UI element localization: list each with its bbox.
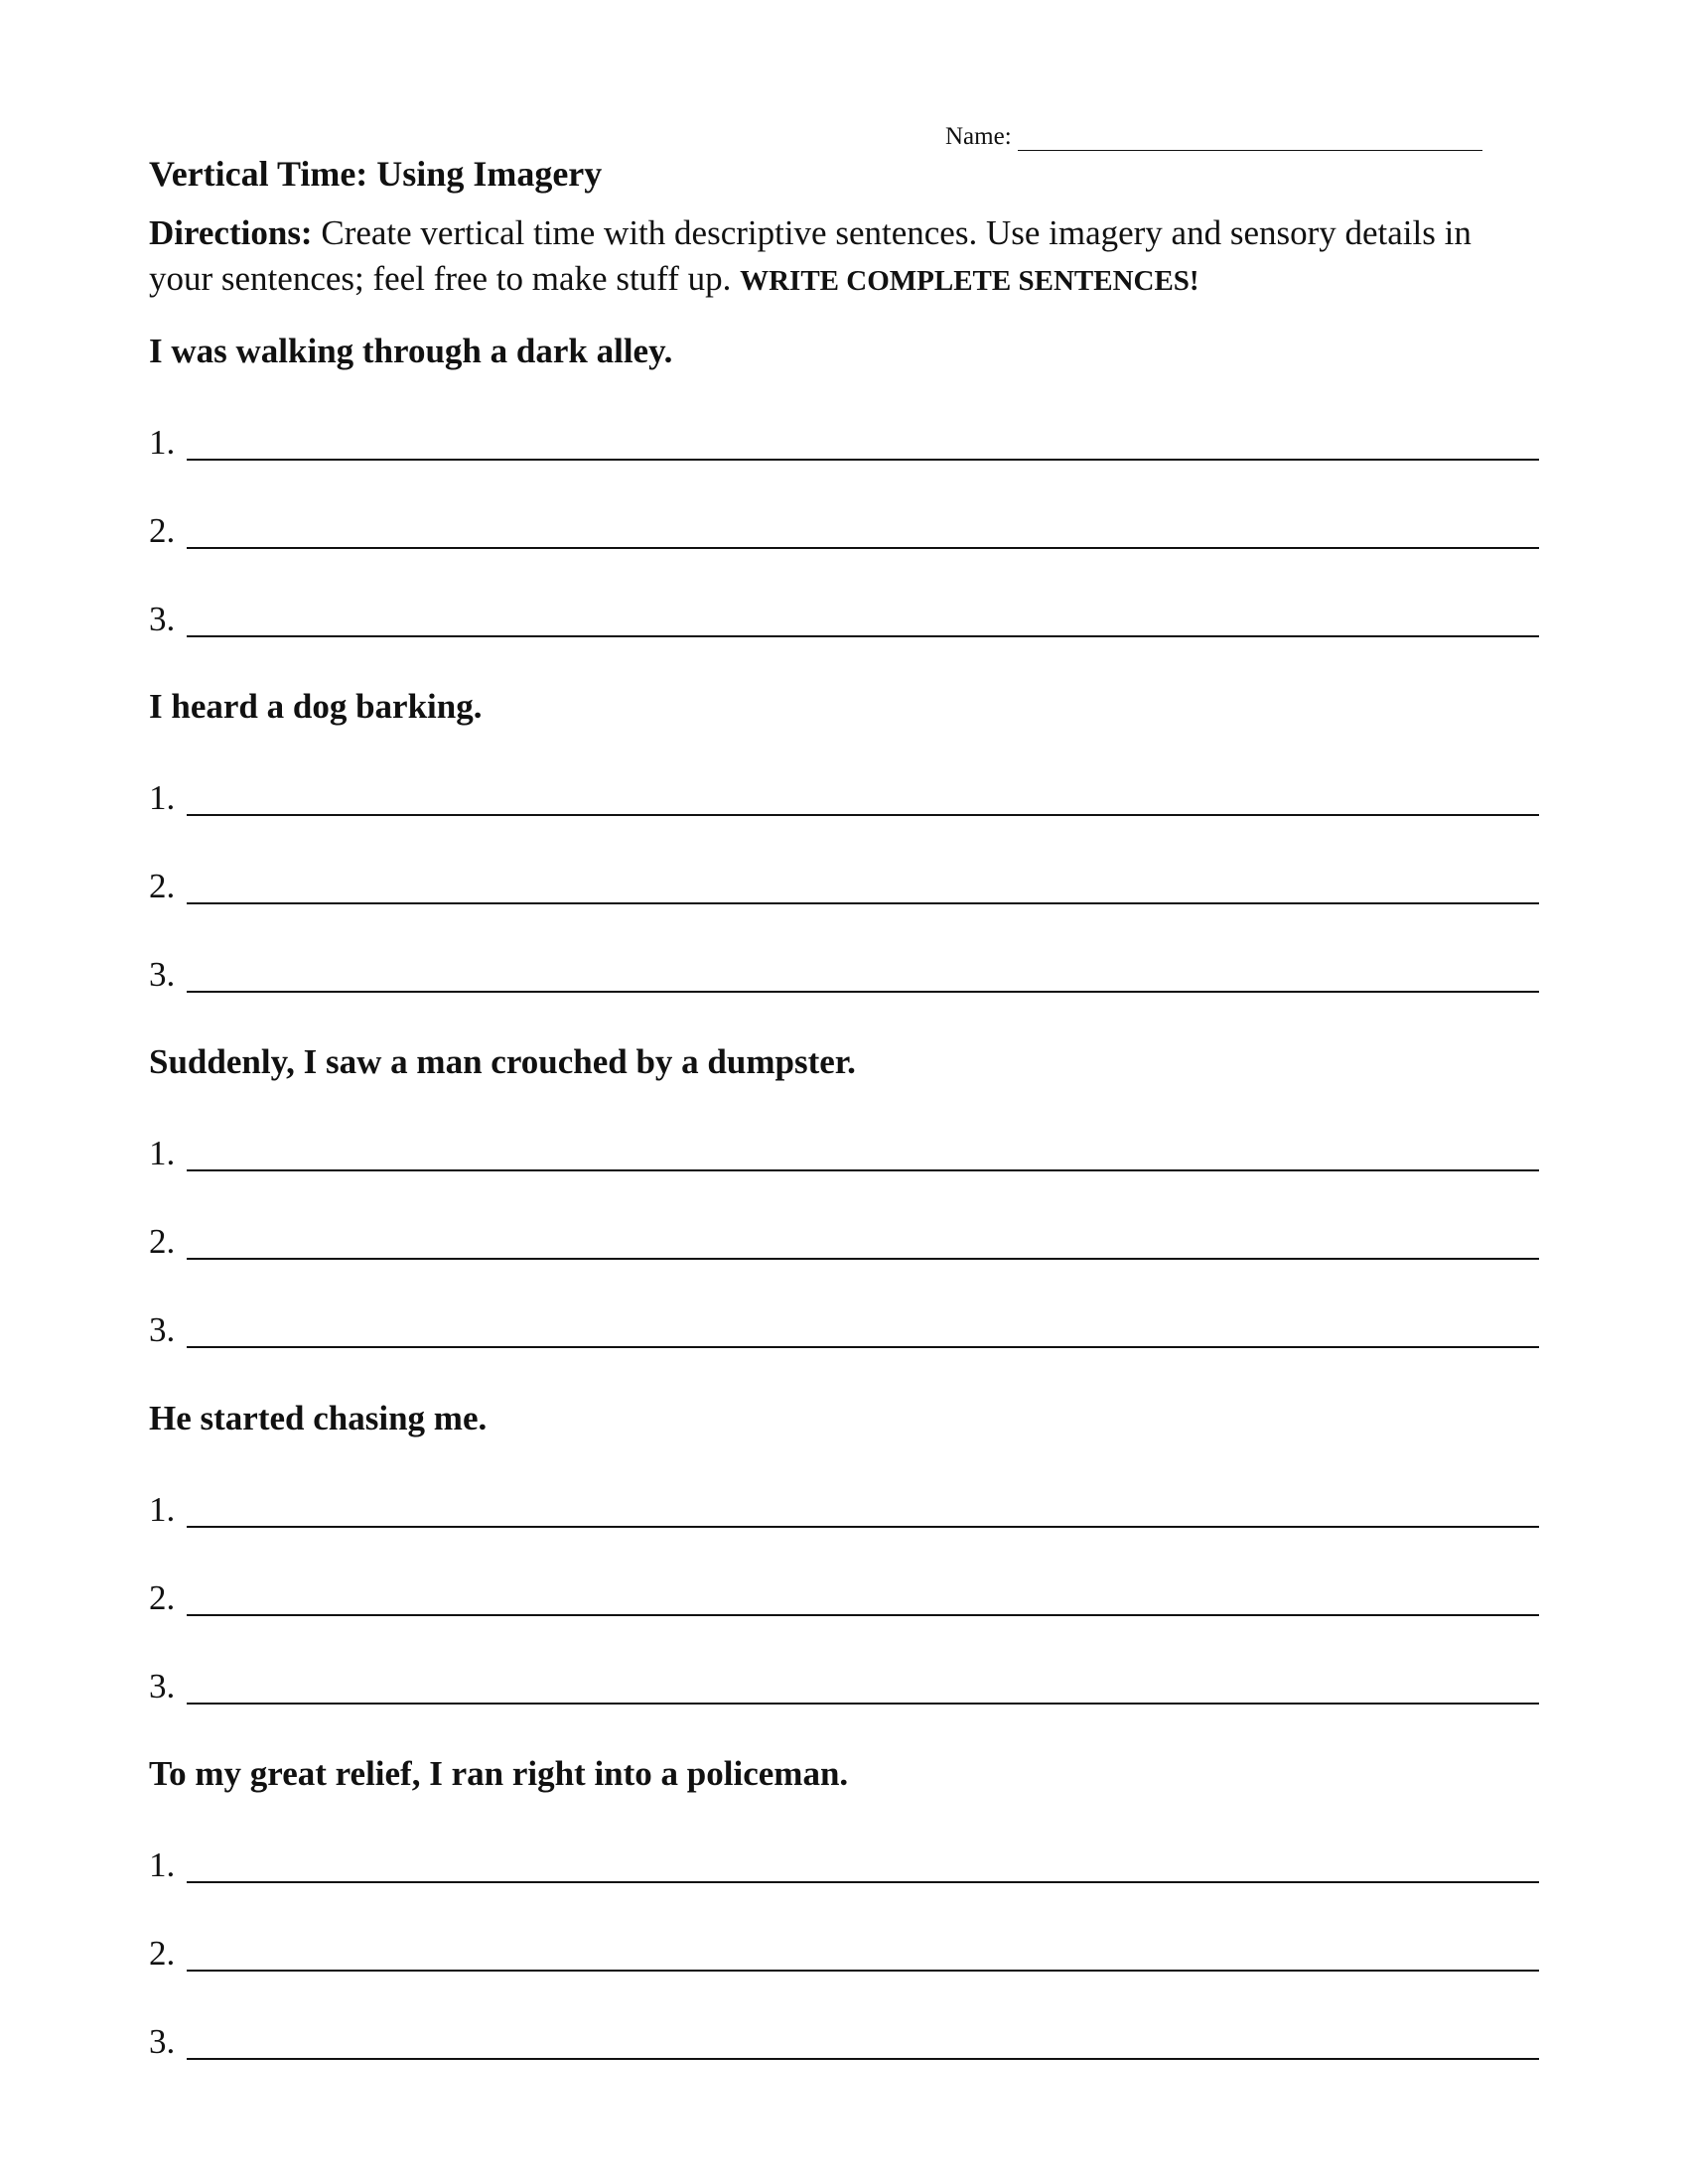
answer-line[interactable] — [187, 1578, 1539, 1616]
answer-line[interactable] — [187, 955, 1539, 993]
answer-row — [149, 381, 1539, 463]
answer-line[interactable] — [187, 1222, 1539, 1260]
answer-number: 2. — [149, 1222, 176, 1261]
directions-lead: Directions: — [149, 213, 313, 252]
name-label: Name: — [945, 123, 1012, 150]
answer-line[interactable] — [187, 1845, 1539, 1883]
answer-row — [149, 1448, 1539, 1530]
answer-row — [149, 818, 1539, 906]
answer-line[interactable] — [187, 1934, 1539, 1972]
answer-row — [149, 1804, 1539, 1885]
answer-row — [149, 1885, 1539, 1974]
answer-row — [149, 1092, 1539, 1173]
answer-number: 2. — [149, 1934, 176, 1973]
answer-number: 1. — [149, 1845, 176, 1884]
answer-number: 2. — [149, 511, 176, 550]
answer-row — [149, 737, 1539, 818]
name-field — [945, 123, 1482, 151]
answer-row — [149, 1618, 1539, 1706]
answer-number: 1. — [149, 423, 176, 462]
answer-row — [149, 1530, 1539, 1618]
answer-row — [149, 551, 1539, 639]
answer-number: 2. — [149, 867, 176, 905]
answer-row — [149, 1173, 1539, 1262]
answer-line[interactable] — [187, 511, 1539, 549]
prompt-sentence: I was walking through a dark alley. — [149, 332, 673, 370]
directions-caps: WRITE COMPLETE SENTENCES! — [740, 265, 1199, 297]
answer-number: 1. — [149, 1490, 176, 1529]
answer-number: 1. — [149, 778, 176, 817]
answer-line[interactable] — [187, 1310, 1539, 1348]
answer-row — [149, 906, 1539, 995]
answer-row — [149, 1262, 1539, 1350]
answer-line[interactable] — [187, 600, 1539, 637]
answer-line[interactable] — [187, 1667, 1539, 1705]
answer-number: 3. — [149, 1667, 176, 1706]
prompt-sentence: I heard a dog barking. — [149, 687, 483, 726]
answer-line[interactable] — [187, 2022, 1539, 2060]
worksheet-title: Vertical Time: Using Imagery — [149, 154, 603, 194]
name-blank-line[interactable] — [1018, 126, 1482, 151]
prompt-sentence: Suddenly, I saw a man crouched by a dumpster. — [149, 1042, 856, 1081]
answer-line[interactable] — [187, 423, 1539, 461]
prompt-sentence: To my great relief, I ran right into a policeman. — [149, 1754, 849, 1793]
answer-line[interactable] — [187, 778, 1539, 816]
answer-number: 3. — [149, 1310, 176, 1349]
prompt-section-2 — [149, 687, 1539, 995]
answer-number: 3. — [149, 2022, 176, 2061]
answer-number: 3. — [149, 955, 176, 994]
answer-number: 1. — [149, 1134, 176, 1172]
directions — [149, 210, 1539, 304]
prompt-sentence: He started chasing me. — [149, 1399, 488, 1437]
answer-row — [149, 463, 1539, 551]
prompt-section-3 — [149, 1042, 1539, 1350]
prompt-section-5 — [149, 1754, 1539, 2062]
answer-line[interactable] — [187, 867, 1539, 904]
directions-text: Create vertical time with descriptive sentences. Use imagery and sensory details in your sentences; feel free to make stuff up. — [149, 213, 1472, 298]
answer-line[interactable] — [187, 1490, 1539, 1528]
prompt-section-1 — [149, 332, 1539, 639]
answer-row — [149, 1974, 1539, 2062]
answer-line[interactable] — [187, 1134, 1539, 1171]
answer-number: 2. — [149, 1578, 176, 1617]
prompt-section-4 — [149, 1399, 1539, 1706]
answer-number: 3. — [149, 600, 176, 638]
